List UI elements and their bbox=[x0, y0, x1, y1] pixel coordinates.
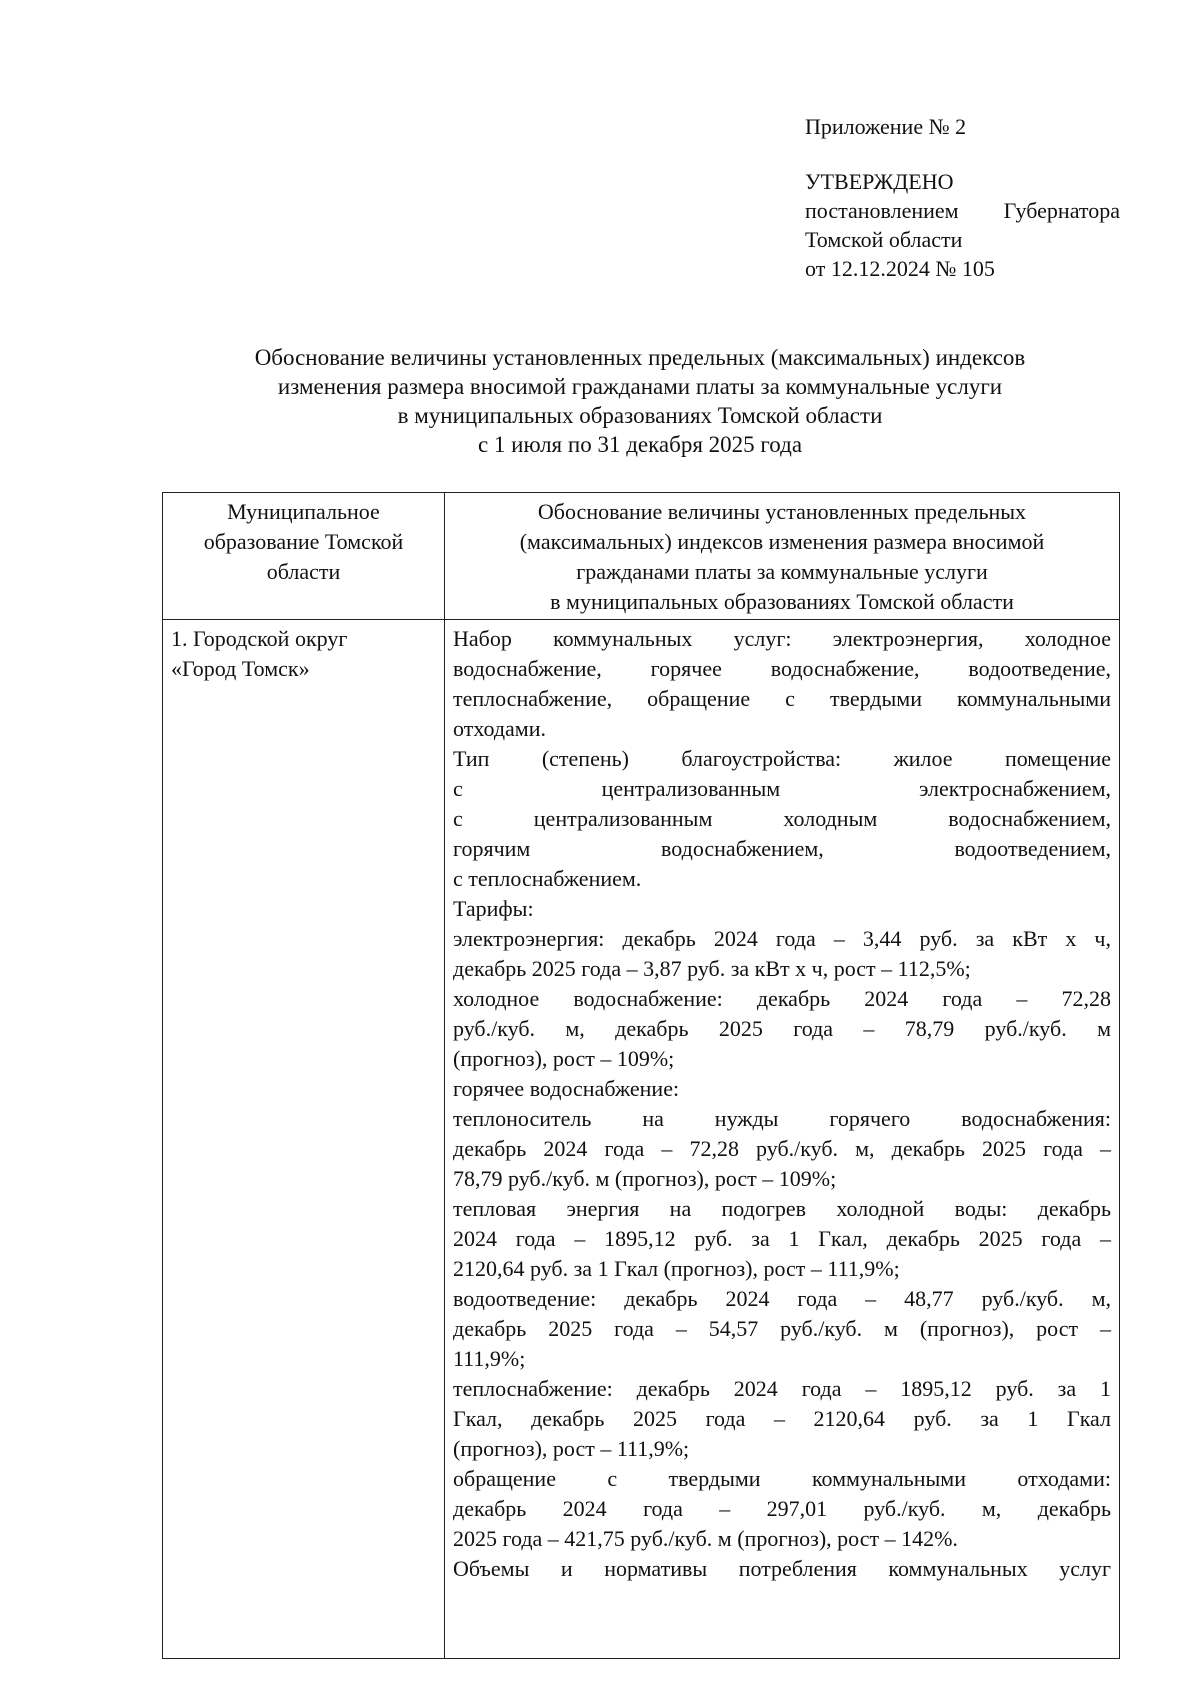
justification-line: с централизованным холодным водоснабжением, bbox=[453, 806, 1111, 831]
justification-line: Набор коммунальных услуг: электроэнергия, холодное bbox=[453, 626, 1111, 651]
justification-line: Объемы и нормативы потребления коммунальных услуг bbox=[453, 1556, 1111, 1581]
justification-line: (прогноз), рост – 111,9%; bbox=[453, 1436, 690, 1461]
justification-line: (прогноз), рост – 109%; bbox=[453, 1046, 675, 1071]
justification-line: декабрь 2025 года – 3,87 руб. за кВт х ч, рост – 112,5%; bbox=[453, 956, 971, 981]
table-header-row bbox=[163, 493, 1120, 620]
municipality-name-line: «Город Томск» bbox=[171, 656, 310, 681]
justification-line: с теплоснабжением. bbox=[453, 866, 642, 891]
decree-line bbox=[805, 196, 1120, 225]
municipality-name-line: 1. Городской округ bbox=[171, 626, 348, 651]
header-line: Обоснование величины установленных предельных bbox=[537, 499, 1027, 524]
justification-line: водоотведение: декабрь 2024 года – 48,77 руб./куб. м, bbox=[453, 1286, 1111, 1311]
justification-line: декабрь 2025 года – 54,57 руб./куб. м (прогноз), рост – bbox=[453, 1316, 1111, 1341]
governor-word: Губернатора bbox=[1003, 198, 1120, 223]
header-line: образование Томской bbox=[203, 529, 404, 554]
justification-line: горячим водоснабжением, водоотведением, bbox=[453, 836, 1111, 861]
header-line: области bbox=[266, 559, 341, 584]
justification-line: теплоноситель на нужды горячего водоснабжения: bbox=[453, 1106, 1111, 1131]
justification-line: декабрь 2024 года – 72,28 руб./куб. м, декабрь 2025 года – bbox=[453, 1136, 1111, 1161]
justification-line: электроэнергия: декабрь 2024 года – 3,44 руб. за кВт х ч, bbox=[453, 926, 1111, 951]
header-line: гражданами платы за коммунальные услуги bbox=[576, 559, 988, 584]
justification-line: руб./куб. м, декабрь 2025 года – 78,79 руб./куб. м bbox=[453, 1016, 1111, 1041]
approved-label: УТВЕРЖДЕНО bbox=[805, 169, 954, 194]
document-title bbox=[160, 343, 1120, 459]
justification-line: Тип (степень) благоустройства: жилое помещение bbox=[453, 746, 1111, 771]
decree-date-number: от 12.12.2024 № 105 bbox=[805, 256, 995, 281]
justification-line: 2120,64 руб. за 1 Гкал (прогноз), рост – 111,9%; bbox=[453, 1256, 900, 1281]
header-justification bbox=[445, 493, 1120, 620]
justification-line: тепловая энергия на подогрев холодной воды: декабрь bbox=[453, 1196, 1111, 1221]
justification-line: отходами. bbox=[453, 716, 547, 741]
justification-line: холодное водоснабжение: декабрь 2024 года – 72,28 bbox=[453, 986, 1111, 1011]
decree-word: постановлением bbox=[805, 198, 959, 223]
title-line: с 1 июля по 31 декабря 2025 года bbox=[477, 432, 803, 457]
justification-line: теплоснабжение, обращение с твердыми коммунальными bbox=[453, 686, 1111, 711]
justification-line: 111,9%; bbox=[453, 1346, 526, 1371]
appendix-label: Приложение № 2 bbox=[805, 114, 967, 139]
approval-block bbox=[805, 112, 1135, 283]
justification-line: с централизованным электроснабжением, bbox=[453, 776, 1111, 801]
title-line: Обоснование величины установленных предельных (максимальных) индексов bbox=[254, 345, 1026, 370]
justification-cell bbox=[445, 620, 1120, 1659]
justification-line: 78,79 руб./куб. м (прогноз), рост – 109%; bbox=[453, 1166, 837, 1191]
justification-line: Гкал, декабрь 2025 года – 2120,64 руб. за 1 Гкал bbox=[453, 1406, 1111, 1431]
title-line: изменения размера вносимой гражданами платы за коммунальные услуги bbox=[277, 374, 1003, 399]
justification-line: 2025 года – 421,75 руб./куб. м (прогноз), рост – 142%. bbox=[453, 1526, 958, 1551]
justification-line: теплоснабжение: декабрь 2024 года – 1895,12 руб. за 1 bbox=[453, 1376, 1111, 1401]
justification-line: горячее водоснабжение: bbox=[453, 1076, 680, 1101]
justification-line: декабрь 2024 года – 297,01 руб./куб. м, декабрь bbox=[453, 1496, 1111, 1521]
region-label: Томской области bbox=[805, 227, 963, 252]
table-row bbox=[163, 620, 1120, 1659]
title-line: в муниципальных образованиях Томской области bbox=[397, 403, 883, 428]
justification-line: водоснабжение, горячее водоснабжение, водоотведение, bbox=[453, 656, 1111, 681]
justification-line: Тарифы: bbox=[453, 896, 534, 921]
justification-line: обращение с твердыми коммунальными отходами: bbox=[453, 1466, 1111, 1491]
header-line: Муниципальное bbox=[227, 499, 380, 524]
municipality-cell bbox=[163, 620, 445, 1659]
header-line: (максимальных) индексов изменения размера вносимой bbox=[519, 529, 1045, 554]
header-municipality bbox=[163, 493, 445, 620]
justification-table bbox=[162, 492, 1120, 1659]
header-line: в муниципальных образованиях Томской области bbox=[550, 589, 1014, 614]
justification-line: 2024 года – 1895,12 руб. за 1 Гкал, декабрь 2025 года – bbox=[453, 1226, 1111, 1251]
